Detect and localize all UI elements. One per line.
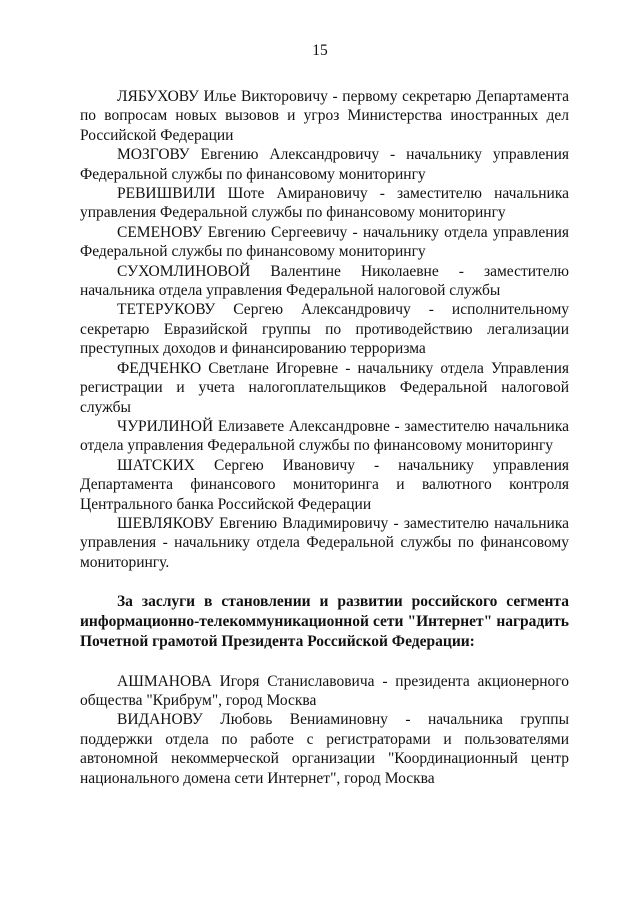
page-number: 15	[312, 42, 328, 59]
entry-details: Шоте Амирановичу - заместителю начальника управления Федеральной службы по финансовому мониторингу	[80, 185, 569, 222]
section-spacer	[80, 572, 569, 592]
entry-details: Евгению Александровичу - начальнику управления Федеральной службы по финансовому мониторингу	[80, 146, 569, 183]
entry-surname: ФЕДЧЕНКО	[117, 359, 202, 377]
entry-details: Евгению Сергеевичу - начальнику отдела управления Федеральной службы по финансовому мониторингу	[80, 223, 569, 261]
entry-surname: АШМАНОВА	[117, 672, 212, 690]
entry-surname: СУХОМЛИНОВОЙ	[117, 262, 251, 280]
section-spacer	[80, 652, 569, 672]
award-entry	[80, 710, 569, 788]
document-body	[80, 87, 569, 788]
entry-surname: МОЗГОВУ	[117, 146, 190, 164]
entry-details: Валентине Николаевне - заместителю начальника отдела управления Федеральной налоговой службы	[80, 262, 569, 300]
entry-surname: ВИДАНОВУ	[117, 711, 203, 729]
award-entry	[80, 359, 569, 417]
entry-details: Любовь Вениаминовну - начальника группы поддержки отдела по работе с регистраторами и пользователями автономной некоммерческой организации "Координационный центр национального домена сети Интернет", город Москва	[80, 711, 569, 787]
entry-details: Сергею Ивановичу - начальнику управления Департамента финансового мониторинга и валютного контроля Центрального банка Российской Федерации	[80, 456, 570, 513]
entry-details: Елизавете Александровне - заместителю начальника отдела управления Федеральной службы по финансовому мониторингу	[80, 417, 569, 455]
award-entry	[80, 456, 569, 514]
entry-surname: ШАТСКИХ	[117, 456, 195, 474]
award-entry	[80, 514, 569, 572]
entry-surname: СЕМЕНОВУ	[117, 223, 203, 241]
entry-details: Игоря Станиславовича - президента акционерного общества "Крибрум", город Москва	[80, 672, 569, 709]
award-entry	[80, 417, 569, 456]
award-entry	[80, 87, 569, 145]
entry-surname: ЛЯБУХОВУ	[117, 88, 199, 105]
entry-surname: ШЕВЛЯКОВУ	[117, 514, 214, 532]
entry-details: Илье Викторовичу - первому секретарю Департамента по вопросам новых вызовов и угроз Министерства иностранных дел Российской Федерации	[80, 88, 569, 144]
award-section-heading: За заслуги в становлении и развитии российского сегмента информационно-телекоммуникационной сети "Интернет" наградить Почетной грамотой Президента Российской Федерации:	[80, 593, 569, 650]
award-entry	[80, 300, 569, 358]
award-entry	[80, 262, 569, 301]
entry-details: Светлане Игоревне - начальнику отдела Управления регистрации и учета налогоплательщиков Федеральной налоговой службы	[80, 359, 570, 416]
award-entry	[80, 223, 569, 262]
entry-surname: ЧУРИЛИНОЙ	[117, 417, 214, 435]
award-entry	[80, 672, 569, 711]
entry-surname: ТЕТЕРУКОВУ	[117, 301, 216, 319]
award-entry	[80, 184, 569, 223]
award-entry	[80, 145, 569, 184]
entry-details: Евгению Владимировичу - заместителю начальника управления - начальнику отдела Федеральной службы по финансовому мониторингу.	[80, 514, 570, 571]
entry-details: Сергею Александровичу - исполнительному секретарю Евразийской группы по противодействию легализации преступных доходов и финансированию терроризма	[80, 301, 570, 358]
entry-surname: РЕВИШВИЛИ	[117, 185, 216, 203]
